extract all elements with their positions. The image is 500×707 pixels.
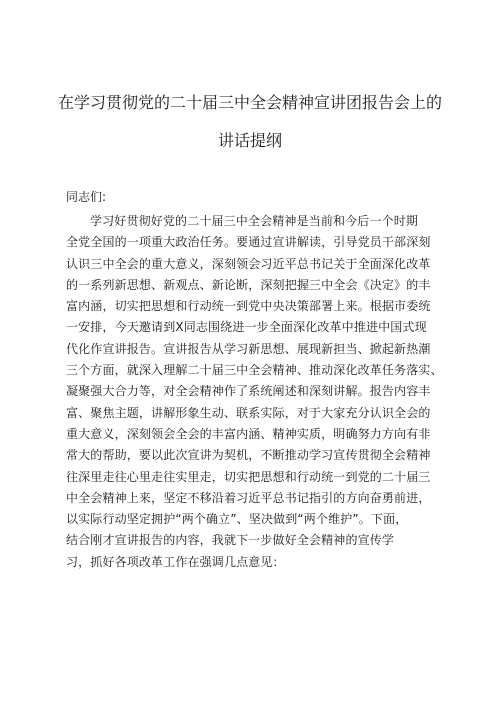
body-line: 结合刚才宣讲报告的内容，我就下一步做好全会精神的宣传学 <box>66 533 395 548</box>
body-line: 代化作宣讲报告。宣讲报告从学习新思想、展现新担当、掀起新热潮 <box>66 341 431 356</box>
body-line: 中全会精神上来，坚定不移沿着习近平总书记指引的方向奋勇前进， <box>66 490 431 505</box>
document-title-line-1: 在学习贯彻党的二十届三中全会精神宣讲团报告会上的 <box>57 93 442 112</box>
document-title-line-2: 讲话提纲 <box>217 131 282 150</box>
body-line: 的一系列新思想、新观点、新论断，深刻把握三中全会《决定》的丰 <box>66 277 431 292</box>
body-line: 常大的帮助，要以此次宣讲为契机，不断推动学习宣传贯彻全会精神 <box>66 448 431 463</box>
body-line: 富内涵，切实把思想和行动统一到党中央决策部署上来。根据市委统 <box>66 299 431 314</box>
body-line: 习，抓好各项改革工作在强调几点意见： <box>66 554 285 569</box>
body-line: 认识三中全会的重大意义，深刻领会习近平总书记关于全面深化改革 <box>66 256 431 271</box>
body-line: 一安排，今天邀请到X同志围绕进一步全面深化改革中推进中国式现 <box>66 320 427 335</box>
body-paragraph <box>66 211 446 573</box>
body-line: 富、聚焦主题，讲解形象生动、联系实际，对于大家充分认识全会的 <box>66 405 431 420</box>
body-line: 重大意义，深刻领会全会的丰富内涵、精神实质，明确努力方向有非 <box>66 426 431 441</box>
body-line: 以实际行动坚定拥护“两个确立”、坚决做到“两个维护”。下面， <box>66 512 408 527</box>
salutation: 同志们: <box>66 190 107 204</box>
body-line: 凝聚强大合力等，对全会精神作了系统阐述和深刻讲解。报告内容丰 <box>66 384 431 399</box>
body-line: 全党全国的一项重大政治任务。要通过宣讲解读，引导党员干部深刻 <box>66 235 431 250</box>
body-line: 学习好贯彻好党的二十届三中全会精神是当前和今后一个时期 <box>90 214 419 228</box>
body-line: 三个方面，就深入理解二十届三中全会精神、推动深化改革任务落实、 <box>66 363 443 378</box>
body-line: 往深里走往心里走往实里走，切实把思想和行动统一到党的二十届三 <box>66 469 431 484</box>
